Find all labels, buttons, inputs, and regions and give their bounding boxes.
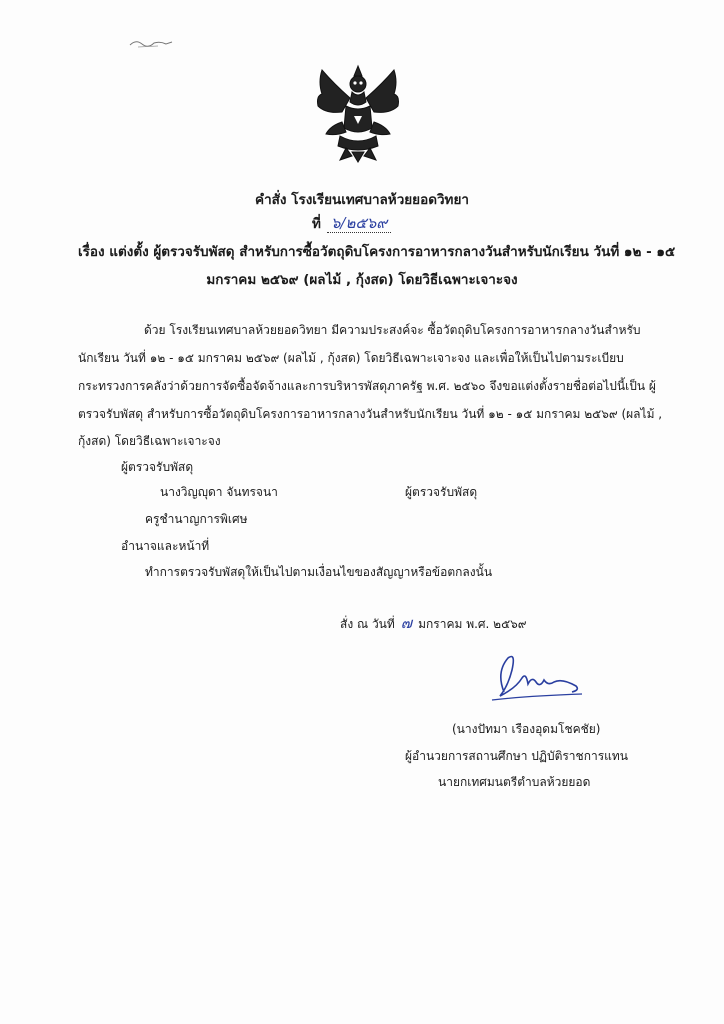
body-line: กุ้งสด) โดยวิธีเฉพาะเจาะจง xyxy=(78,434,221,448)
order-number xyxy=(312,211,391,235)
duty-heading: อำนาจและหน้าที่ xyxy=(121,539,210,553)
body-line: ตรวจรับพัสดุ สำหรับการซื้อวัตถุดิบโครงการอาหารกลางวันสำหรับนักเรียน วันที่ ๑๒ - ๑๕ มกราคม ๒๕๖๙ (ผลไม้ , xyxy=(78,407,663,421)
order-date-prefix: สั่ง ณ วันที่ xyxy=(340,617,395,631)
subject-line-2: มกราคม ๒๕๖๙ (ผลไม้ , กุ้งสด) โดยวิธีเฉพาะเจาะจง xyxy=(206,272,518,288)
committee-heading: ผู้ตรวจรับพัสดุ xyxy=(121,460,194,474)
order-date-day: ๗ xyxy=(400,614,413,632)
signatory-title-2: นายกเทศมนตรีตำบลห้วยยอด xyxy=(438,775,591,789)
committee-member-name: นางวิญญุดา จันทรจนา xyxy=(160,485,278,499)
garuda-emblem xyxy=(312,62,404,164)
order-title: คำสั่ง โรงเรียนเทศบาลห้วยยอดวิทยา xyxy=(255,192,469,208)
duty-text: ทำการตรวจรับพัสดุให้เป็นไปตามเงื่อนไขของสัญญาหรือข้อตกลงนั้น xyxy=(145,565,493,579)
margin-scribble xyxy=(128,36,174,50)
body-line: นักเรียน วันที่ ๑๒ - ๑๕ มกราคม ๒๕๖๙ (ผลไม้ , กุ้งสด) โดยวิธีเฉพาะเจาะจง และเพื่อให้เป็นไปตามระเบียบ xyxy=(78,351,624,365)
order-number-value: ๖/๒๕๖๙ xyxy=(327,214,391,233)
handwritten-signature xyxy=(486,652,586,708)
body-line: กระทรวงการคลังว่าด้วยการจัดซื้อจัดจ้างและการบริหารพัสดุภาครัฐ พ.ศ. ๒๕๖๐ จึงขอแต่งตั้งรายชื่อต่อไปนี้เป็น ผู้ xyxy=(78,379,656,393)
subject-line-1: เรื่อง แต่งตั้ง ผู้ตรวจรับพัสดุ สำหรับการซื้อวัตถุดิบโครงการอาหารกลางวันสำหรับนักเรียน วันที่ ๑๒ - ๑๕ xyxy=(78,244,676,260)
signatory-title-1: ผู้อำนวยการสถานศึกษา ปฏิบัติราชการแทน xyxy=(405,749,628,763)
committee-member-role: ผู้ตรวจรับพัสดุ xyxy=(405,485,478,499)
order-number-label: ที่ xyxy=(312,216,321,232)
order-date xyxy=(340,611,527,635)
signatory-name: (นางปัทมา เรืองอุดมโชคชัย) xyxy=(452,722,601,736)
order-date-suffix: มกราคม พ.ศ. ๒๕๖๙ xyxy=(418,617,527,631)
body-line: ด้วย โรงเรียนเทศบาลห้วยยอดวิทยา มีความประสงค์จะ ซื้อวัตถุดิบโครงการอาหารกลางวันสำหรับ xyxy=(144,323,641,337)
committee-member-position: ครูชำนาญการพิเศษ xyxy=(145,512,248,526)
